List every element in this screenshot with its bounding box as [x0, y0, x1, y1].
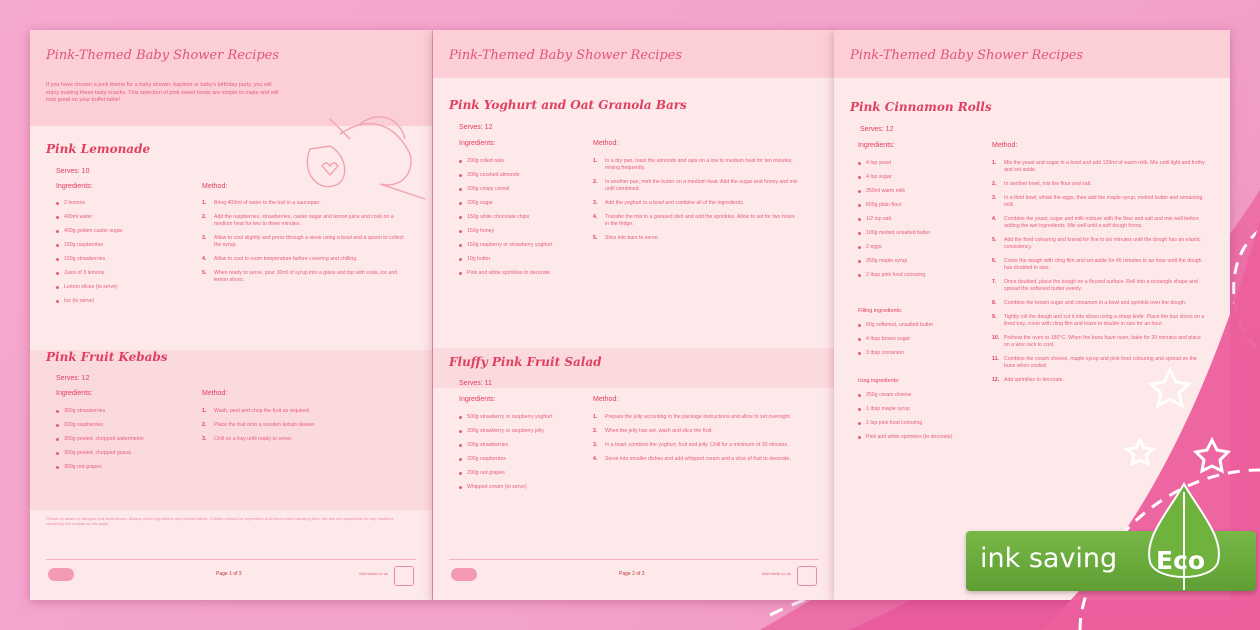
step-number: 3.	[593, 442, 598, 448]
step-text: Serve into smaller dishes and add whipped cream and a slice of fruit to decorate.	[605, 456, 791, 462]
ingredients-heading: Ingredients:	[459, 140, 496, 147]
step-number: 5.	[202, 270, 207, 276]
step-number: 8.	[992, 300, 997, 306]
ink-saving-label: ink saving	[980, 543, 1118, 574]
filling-heading: Filling ingredients:	[858, 308, 903, 314]
step-text: In another bowl, mix the flour and salt.	[1004, 181, 1092, 187]
step-number: 1.	[202, 408, 207, 414]
step-number: 3.	[202, 235, 207, 241]
ingredient-item: 300g peeled, chopped guava	[56, 450, 181, 457]
step-text: Combine the brown sugar and cinnamon in a bowl and sprinkle over the dough.	[1004, 300, 1187, 306]
step-text: Transfer the mix to a greased dish and add the sprinkles. Allow to set for two hours in the fridge.	[605, 214, 795, 227]
eco-label: Eco	[1156, 546, 1206, 575]
page-number: Page 2 of 3	[619, 571, 645, 577]
step-number: 1.	[593, 414, 598, 420]
step-text: Combine the yeast, sugar and milk mixture with the flour and salt and mix well before adding the wet ingredients. Mix well until a soft dough forms.	[1004, 216, 1199, 229]
ingredient-item: 4 tbsp brown sugar	[858, 336, 983, 343]
ingredient-item: 500g strawberry or raspberry yoghurt	[459, 414, 584, 421]
ingredient-item: 1/2 tsp salt	[858, 216, 983, 223]
step-text: Once doubled, place the dough on a floured surface. Roll into a rectangle shape and spread the softened butter evenly.	[1004, 279, 1198, 292]
step-number: 1.	[992, 160, 997, 166]
serves-label: Serves: 11	[459, 380, 492, 387]
ingredient-item: Ice (to serve)	[56, 298, 181, 305]
step-text: Place the fruit onto a wooden kebab skewer.	[214, 422, 316, 428]
page-title: Pink-Themed Baby Shower Recipes	[46, 48, 280, 63]
method-heading: Method:	[202, 183, 228, 190]
step-text: Add sprinkles to decorate.	[1004, 377, 1064, 383]
step-text: When the jelly has set, wash and slice the fruit.	[605, 428, 713, 434]
ingredient-item: Juice of 3 lemons	[56, 270, 181, 277]
step-text: In a bowl, combine the yoghurt, fruit and jelly. Chill for a minimum of 30 minutes.	[605, 442, 789, 448]
ingredient-item: 200g rolled oats	[459, 158, 584, 165]
copyright-text: Please be aware of allergies and intolerances. Always check ingredients and product labels. Children should be supervised at all times when handling food. We are not responsible for any reactions caused by the recipes on this page.	[46, 516, 394, 526]
ingredient-item: Whipped cream (to serve)	[459, 484, 584, 491]
step-text: When ready to serve, pour 30ml of syrup into a glass and top with soda, ice and lemon slices.	[214, 270, 398, 283]
recipe-title: Pink Fruit Kebabs	[46, 350, 168, 364]
ingredient-item: 1 tbsp maple syrup	[858, 406, 983, 413]
step-text: Add the yoghurt to a bowl and combine all of the ingredients.	[605, 200, 745, 206]
ingredient-item: 60g softened, unsalted butter	[858, 322, 983, 329]
ingredient-item: Lemon slices (to serve)	[56, 284, 181, 291]
ingredient-item: 300g peeled, chopped watermelon	[56, 436, 181, 443]
footer-link: Visit twinkl.co.uk	[358, 571, 388, 576]
ingredient-item: 200g sugar	[459, 200, 584, 207]
ingredient-item: Pink and white sprinkles to decorate	[459, 270, 584, 277]
ingredient-item: 200g crushed almonds	[459, 172, 584, 179]
step-number: 4.	[593, 214, 598, 220]
ingredient-item: 300g red grapes	[56, 464, 181, 471]
step-text: Add the raspberries, strawberries, caster sugar and lemon juice and cook on a medium heat for two to three minutes.	[214, 214, 394, 227]
step-text: Allow to cool slightly and press through a sieve using a bowl and a spoon to collect the syrup.	[214, 235, 404, 248]
recipe-title: Pink Cinnamon Rolls	[850, 100, 992, 114]
ingredient-item: Pink and white sprinkles (to decorate)	[858, 434, 983, 441]
step-number: 2.	[202, 214, 207, 220]
icing-heading: Icing ingredients:	[858, 378, 900, 384]
step-number: 9.	[992, 314, 997, 320]
step-text: Allow to cool to room temperature before covering and chilling.	[214, 256, 358, 262]
step-number: 2.	[992, 181, 997, 187]
step-text: Preheat the oven to 180°C. When the buns have risen, bake for 20 minutes and place on a wire rack to cool.	[1004, 335, 1201, 348]
ingredient-item: 150g white chocolate chips	[459, 214, 584, 221]
method-heading: Method:	[593, 396, 619, 403]
step-number: 2.	[593, 179, 598, 185]
page-title: Pink-Themed Baby Shower Recipes	[850, 48, 1084, 63]
step-number: 6.	[992, 258, 997, 264]
step-text: Chill on a tray until ready to serve.	[214, 436, 293, 442]
ingredient-item: 1 tsp pink food colouring	[858, 420, 983, 427]
step-text: In another pan, melt the butter on a medium heat. Add the sugar and honey and mix until combined.	[605, 179, 798, 192]
ingredient-item: 250g maple syrup	[858, 258, 983, 265]
step-text: Prepare the jelly according to the package instructions and allow to set overnight.	[605, 414, 792, 420]
step-number: 3.	[992, 195, 997, 201]
ingredients-heading: Ingredients:	[858, 142, 895, 149]
page-number: Page 1 of 3	[216, 571, 242, 577]
ingredient-item: 150g strawberries	[56, 256, 181, 263]
step-number: 2.	[593, 428, 598, 434]
step-number: 5.	[593, 235, 598, 241]
ingredients-heading: Ingredients:	[459, 396, 496, 403]
ingredient-item: 650g plain flour	[858, 202, 983, 209]
recipe-title: Pink Yoghurt and Oat Granola Bars	[449, 98, 687, 112]
ingredient-item: 200g raspberries	[459, 456, 584, 463]
ingredient-item: 250g cream cheese	[858, 392, 983, 399]
recipe-title: Pink Lemonade	[46, 142, 151, 156]
step-number: 4.	[992, 216, 997, 222]
ingredient-item: 200g strawberries	[459, 442, 584, 449]
step-text: Wash, peel and chop the fruit as required.	[214, 408, 311, 414]
ingredient-item: 3 tbsp cinnamon	[858, 350, 983, 357]
step-text: Bring 400ml of water to the boil in a saucepan.	[214, 200, 321, 206]
ingredient-item: 150g honey	[459, 228, 584, 235]
serves-label: Serves: 12	[860, 126, 894, 133]
step-text: In a dry pan, toast the almonds and oats on a low to medium heat for ten minutes, mixing frequently.	[605, 158, 793, 171]
ingredient-item: 150g raspberries	[56, 242, 181, 249]
ingredient-item: 150g raspberry or strawberry yoghurt	[459, 242, 584, 249]
step-text: Slice into bars to serve.	[605, 235, 659, 241]
step-number: 4.	[202, 256, 207, 262]
step-number: 3.	[593, 200, 598, 206]
method-heading: Method:	[593, 140, 619, 147]
eco-leaf-icon	[1138, 482, 1230, 592]
ingredient-item: 300g strawberries	[56, 408, 181, 415]
step-text: Add the food colouring and knead for five to six minutes until the dough has an elastic consistency.	[1004, 237, 1201, 250]
ingredient-item: 400g golden caster sugar	[56, 228, 181, 235]
ingredient-item: 100g melted unsalted butter	[858, 230, 983, 237]
ingredient-item: 200g strawberry or raspberry jelly	[459, 428, 584, 435]
method-heading: Method:	[992, 142, 1018, 149]
step-number: 3.	[202, 436, 207, 442]
serves-label: Serves: 12	[459, 124, 493, 131]
step-text: In a third bowl, whisk the eggs, then add the maple syrup, melted butter and remaining milk.	[1004, 195, 1203, 208]
step-text: Combine the cream cheese, maple syrup and pink food colouring and spread on the buns when cooled.	[1004, 356, 1197, 369]
ingredient-item: 4 tsp yeast	[858, 160, 983, 167]
ingredients-heading: Ingredients:	[56, 183, 93, 190]
step-number: 7.	[992, 279, 997, 285]
ingredient-item: 200g crispy cereal	[459, 186, 584, 193]
serves-label: Serves: 10	[56, 168, 90, 175]
ingredient-item: 2 eggs	[858, 244, 983, 251]
ingredients-heading: Ingredients:	[56, 390, 93, 397]
ingredient-item: 300g raspberries	[56, 422, 181, 429]
serves-label: Serves: 12	[56, 375, 90, 382]
ingredient-item: 200g red grapes	[459, 470, 584, 477]
ingredient-item: 400ml water	[56, 214, 181, 221]
method-heading: Method:	[202, 390, 228, 397]
step-text: Cover the dough with cling film and set aside for 45 minutes to an hour until the dough has doubled in size.	[1004, 258, 1202, 271]
step-text: Tightly roll the dough and cut it into slices using a sharp knife. Place the bun slices on a lined tray, cover with cling film and leave to double in size for an hour.	[1004, 314, 1205, 327]
page-title: Pink-Themed Baby Shower Recipes	[449, 48, 683, 63]
step-number: 4.	[593, 456, 598, 462]
step-number: 2.	[202, 422, 207, 428]
step-number: 5.	[992, 237, 997, 243]
intro-text: If you have chosen a pink theme for a baby shower, baptism or baby's birthday party, you will enjoy making these tasty snacks. This selection of pink sweet treats are simple to make and will look great on your buffet table!	[46, 82, 279, 103]
step-number: 11.	[992, 356, 999, 362]
ingredient-item: 10g butter	[459, 256, 584, 263]
ingredient-item: 4 tsp sugar	[858, 174, 983, 181]
ingredient-item: 2 lemons	[56, 200, 181, 207]
step-number: 1.	[202, 200, 207, 206]
step-number: 10.	[992, 335, 1000, 341]
step-text: Mix the yeast and sugar in a bowl and add 120ml of warm milk. Mix until light and frothy and set aside.	[1004, 160, 1205, 173]
recipe-title: Fluffy Pink Fruit Salad	[449, 355, 602, 369]
footer-link: Visit twinkl.co.uk	[761, 571, 791, 576]
step-number: 12.	[992, 377, 1000, 383]
step-number: 1.	[593, 158, 598, 164]
ingredient-item: 2 tbsp pink food colouring	[858, 272, 983, 279]
ingredient-item: 350ml warm milk	[858, 188, 983, 195]
